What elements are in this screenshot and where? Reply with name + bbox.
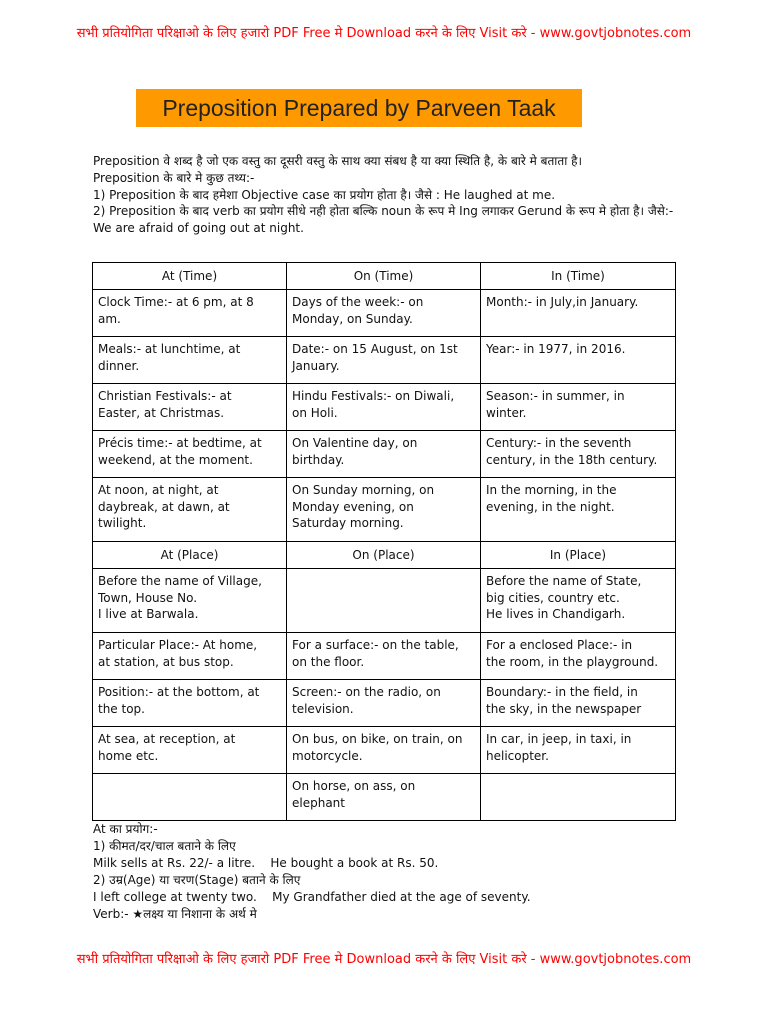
intro-fact-2: 2) Preposition के बाद verb का प्रयोग सीधे नही होता बल्कि noun के रूप मे Ing लगाकर Gerund के रूप मे होता है। जैसे:- We are afraid of going out at night. xyxy=(93,204,674,236)
cell-line: On horse, on ass, on xyxy=(292,779,416,793)
time-header-row xyxy=(93,263,676,290)
promo-banner-top: सभी प्रतियोगिता परिक्षाओ के लिए हजारो PDF Free मे Download करने के लिए Visit करे - www.govtjobnotes.com xyxy=(76,26,692,41)
document-title: Preposition Prepared by Parveen Taak xyxy=(136,89,582,127)
table-cell xyxy=(481,727,676,774)
table-cell xyxy=(93,478,287,542)
cell-line: Season:- in summer, in xyxy=(486,389,625,403)
cell-line: Easter, at Christmas. xyxy=(98,405,225,420)
cell-line: Town, House No. xyxy=(98,590,198,605)
table-row xyxy=(93,431,676,478)
cell-line: on Holi. xyxy=(292,405,338,420)
intro-fact-1: 1) Preposition के बाद हमेशा Objective case का प्रयोग होता है। जैसे : He laughed at me. xyxy=(93,187,556,202)
table-row xyxy=(93,727,676,774)
cell-line: Position:- at the bottom, at xyxy=(98,685,260,699)
table-cell xyxy=(93,290,287,337)
table-cell xyxy=(93,337,287,384)
table-row xyxy=(93,337,676,384)
usage-example-2: I left college at twenty two. My Grandfather died at the age of seventy. xyxy=(93,889,531,904)
cell-line: Date:- on 15 August, on 1st xyxy=(292,342,458,356)
table-cell xyxy=(481,431,676,478)
cell-line: Boundary:- in the field, in xyxy=(486,685,638,699)
table-cell xyxy=(287,727,481,774)
table-row xyxy=(93,478,676,542)
cell-line: Hindu Festivals:- on Diwali, xyxy=(292,389,455,403)
cell-line: century, in the 18th century. xyxy=(486,452,658,467)
table-cell xyxy=(93,774,287,821)
cell-line: dinner. xyxy=(98,358,140,373)
cell-line: In car, in jeep, in taxi, in xyxy=(486,732,632,746)
cell-line: For a surface:- on the table, xyxy=(292,638,459,652)
usage-rule-1: 1) कीमत/दर/चाल बताने के लिए xyxy=(93,838,236,853)
cell-line: evening, in the night. xyxy=(486,499,615,514)
cell-line: Monday evening, on xyxy=(292,499,414,514)
table-cell xyxy=(481,680,676,727)
cell-line: Year:- in 1977, in 2016. xyxy=(486,342,626,356)
cell-line: Month:- in July,in January. xyxy=(486,295,639,309)
table-row xyxy=(93,290,676,337)
table-cell xyxy=(93,431,287,478)
place-header-row xyxy=(93,542,676,569)
time-column-header: On (Time) xyxy=(287,263,481,290)
usage-rule-2: 2) उम्र(Age) या चरण(Stage) बताने के लिए xyxy=(93,872,301,887)
table-cell xyxy=(287,290,481,337)
cell-line: the sky, in the newspaper xyxy=(486,701,642,716)
table-cell xyxy=(287,431,481,478)
usage-notes xyxy=(93,821,678,922)
time-column-header: At (Time) xyxy=(93,263,287,290)
cell-line: At noon, at night, at xyxy=(98,483,219,497)
intro-section xyxy=(93,153,678,237)
cell-line: the top. xyxy=(98,701,145,716)
cell-line: Clock Time:- at 6 pm, at 8 xyxy=(98,295,254,309)
table-cell xyxy=(481,384,676,431)
table-row xyxy=(93,384,676,431)
cell-line: Before the name of Village, xyxy=(98,574,262,588)
cell-line: big cities, country etc. xyxy=(486,590,620,605)
table-cell xyxy=(481,478,676,542)
cell-line: television. xyxy=(292,701,354,716)
table-cell xyxy=(93,569,287,633)
place-column-header: At (Place) xyxy=(93,542,287,569)
cell-line: In the morning, in the xyxy=(486,483,617,497)
table-row xyxy=(93,633,676,680)
intro-definition: Preposition वे शब्द है जो एक वस्तु का दूसरी वस्तु के साथ क्या संबध है या क्या स्थिति है, के बारे मे बताता है। xyxy=(93,154,583,168)
cell-line: helicopter. xyxy=(486,748,549,763)
cell-line: twilight. xyxy=(98,516,147,531)
table-cell xyxy=(287,478,481,542)
table-row xyxy=(93,680,676,727)
cell-line: birthday. xyxy=(292,452,345,467)
usage-verb-note: Verb:- ★लक्ष्य या निशाना के अर्थ मे xyxy=(93,906,257,921)
table-cell xyxy=(287,337,481,384)
cell-line: daybreak, at dawn, at xyxy=(98,499,230,514)
cell-line: Particular Place:- At home, xyxy=(98,638,258,652)
place-column-header: On (Place) xyxy=(287,542,481,569)
table-cell xyxy=(481,569,676,633)
table-cell xyxy=(93,384,287,431)
cell-line: winter. xyxy=(486,405,527,420)
cell-line: Meals:- at lunchtime, at xyxy=(98,342,241,356)
usage-heading: At का प्रयोग:- xyxy=(93,822,158,836)
cell-line: Screen:- on the radio, on xyxy=(292,685,441,699)
cell-line: at station, at bus stop. xyxy=(98,654,234,669)
table-cell xyxy=(93,633,287,680)
cell-line: am. xyxy=(98,311,121,326)
table-cell xyxy=(481,633,676,680)
cell-line: home etc. xyxy=(98,748,159,763)
cell-line: Century:- in the seventh xyxy=(486,436,632,450)
cell-line: At sea, at reception, at xyxy=(98,732,236,746)
cell-line: On bus, on bike, on train, on xyxy=(292,732,463,746)
cell-line: Before the name of State, xyxy=(486,574,642,588)
cell-line: He lives in Chandigarh. xyxy=(486,607,626,622)
cell-line: I live at Barwala. xyxy=(98,607,199,622)
table-cell xyxy=(481,290,676,337)
cell-line: On Sunday morning, on xyxy=(292,483,435,497)
cell-line: the room, in the playground. xyxy=(486,654,659,669)
promo-banner-bottom: सभी प्रतियोगिता परिक्षाओ के लिए हजारो PDF Free मे Download करने के लिए Visit करे - www.govtjobnotes.com xyxy=(76,952,692,967)
cell-line: Days of the week:- on xyxy=(292,295,424,309)
time-column-header: In (Time) xyxy=(481,263,676,290)
cell-line: motorcycle. xyxy=(292,748,363,763)
intro-facts-heading: Preposition के बारे मे कुछ तथ्य:- xyxy=(93,170,255,185)
cell-line: weekend, at the moment. xyxy=(98,452,253,467)
table-row xyxy=(93,569,676,633)
preposition-table xyxy=(92,262,676,821)
cell-line: elephant xyxy=(292,795,345,810)
cell-line: For a enclosed Place:- in xyxy=(486,638,633,652)
table-cell xyxy=(287,633,481,680)
table-cell xyxy=(481,774,676,821)
cell-line: Christian Festivals:- at xyxy=(98,389,232,403)
usage-example-1: Milk sells at Rs. 22/- a litre. He bought a book at Rs. 50. xyxy=(93,855,439,870)
table-cell xyxy=(287,774,481,821)
table-cell xyxy=(287,384,481,431)
table-cell xyxy=(93,680,287,727)
cell-line: on the floor. xyxy=(292,654,365,669)
cell-line: Monday, on Sunday. xyxy=(292,311,413,326)
table-cell xyxy=(481,337,676,384)
table-cell xyxy=(287,569,481,633)
cell-line: January. xyxy=(292,358,340,373)
cell-line: On Valentine day, on xyxy=(292,436,418,450)
cell-line: Saturday morning. xyxy=(292,516,404,531)
place-column-header: In (Place) xyxy=(481,542,676,569)
table-row xyxy=(93,774,676,821)
table-cell xyxy=(287,680,481,727)
table-cell xyxy=(93,727,287,774)
cell-line: Précis time:- at bedtime, at xyxy=(98,436,262,450)
